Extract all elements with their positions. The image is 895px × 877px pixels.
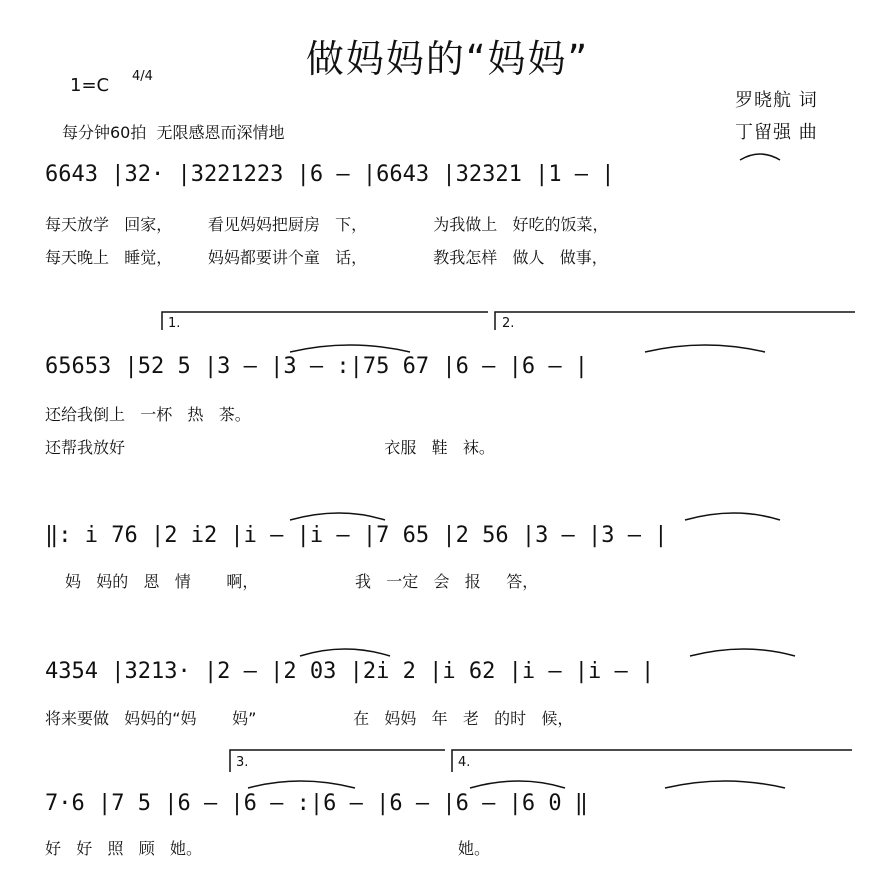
tie-row5c — [665, 781, 785, 788]
lyric-row-4: 将来要做 妈妈的“妈 妈” 在 妈妈 年 老 的时 候， — [45, 709, 574, 728]
time-signature: 4/4 — [132, 69, 153, 84]
notation-row-5: 7·6 |7 5 |6 – |6 – :|6 – |6 – |6 – |6 0 ‖ — [45, 791, 589, 816]
tie-row4a — [300, 649, 390, 656]
tie-row5a — [248, 781, 355, 788]
volta-2-bracket — [495, 312, 855, 330]
song-title: 做妈妈的“妈妈” — [305, 37, 590, 81]
tie-row5b — [470, 781, 565, 788]
lyric-row-2a: 还给我倒上 一杯 热 茶。 — [45, 405, 251, 424]
notation-row-1: 6643 |32· |3221223 |6 – |6643 |32321 |1 – | — [45, 162, 615, 187]
notation-row-3: ‖: i 76 |2 i2 |i – |i – |7 65 |2 56 |3 – |3 – | — [45, 523, 668, 548]
lyric-row-5b: 她。 — [458, 839, 491, 858]
tie-row4b — [690, 649, 795, 656]
tempo-marking: 每分钟60拍 无限感恩而深情地 — [62, 123, 285, 142]
tie-row2b — [645, 345, 765, 352]
volta-2-label: 2. — [502, 316, 515, 331]
lyric-row-5a: 好 好 照 顾 她。 — [45, 839, 203, 858]
composer-credit: 丁留强 曲 — [735, 122, 818, 143]
volta-4-bracket — [452, 750, 852, 772]
volta-1-bracket — [162, 312, 488, 330]
lyric-row-3: 妈 妈的 恩 情 啊， 我 一定 会 报 答， — [65, 572, 539, 591]
notation-row-2: 65653 |52 5 |3 – |3 – :|75 67 |6 – |6 – | — [45, 354, 589, 379]
tie-row2 — [290, 345, 410, 352]
lyric-row-1a: 每天放学 回家， 看见妈妈把厨房 下， 为我做上 好吃的饭菜， — [45, 215, 609, 234]
tie-row3b — [685, 513, 780, 520]
volta-3-label: 3. — [236, 755, 249, 770]
volta-1-label: 1. — [168, 316, 181, 331]
tie-row1 — [740, 154, 780, 160]
volta-3-bracket — [230, 750, 445, 772]
lyric-row-2b: 还帮我放好 衣服 鞋 袜。 — [45, 438, 495, 457]
notation-row-4: 4354 |3213· |2 – |2 03 |2i 2 |i 62 |i – |i – | — [45, 659, 655, 684]
lyric-row-1b: 每天晚上 睡觉， 妈妈都要讲个童 话， 教我怎样 做人 做事， — [45, 248, 608, 267]
tie-row3a — [290, 513, 385, 520]
key-signature: 1=C — [70, 75, 110, 96]
lyricist-credit: 罗晓航 词 — [735, 90, 818, 111]
volta-4-label: 4. — [458, 755, 471, 770]
